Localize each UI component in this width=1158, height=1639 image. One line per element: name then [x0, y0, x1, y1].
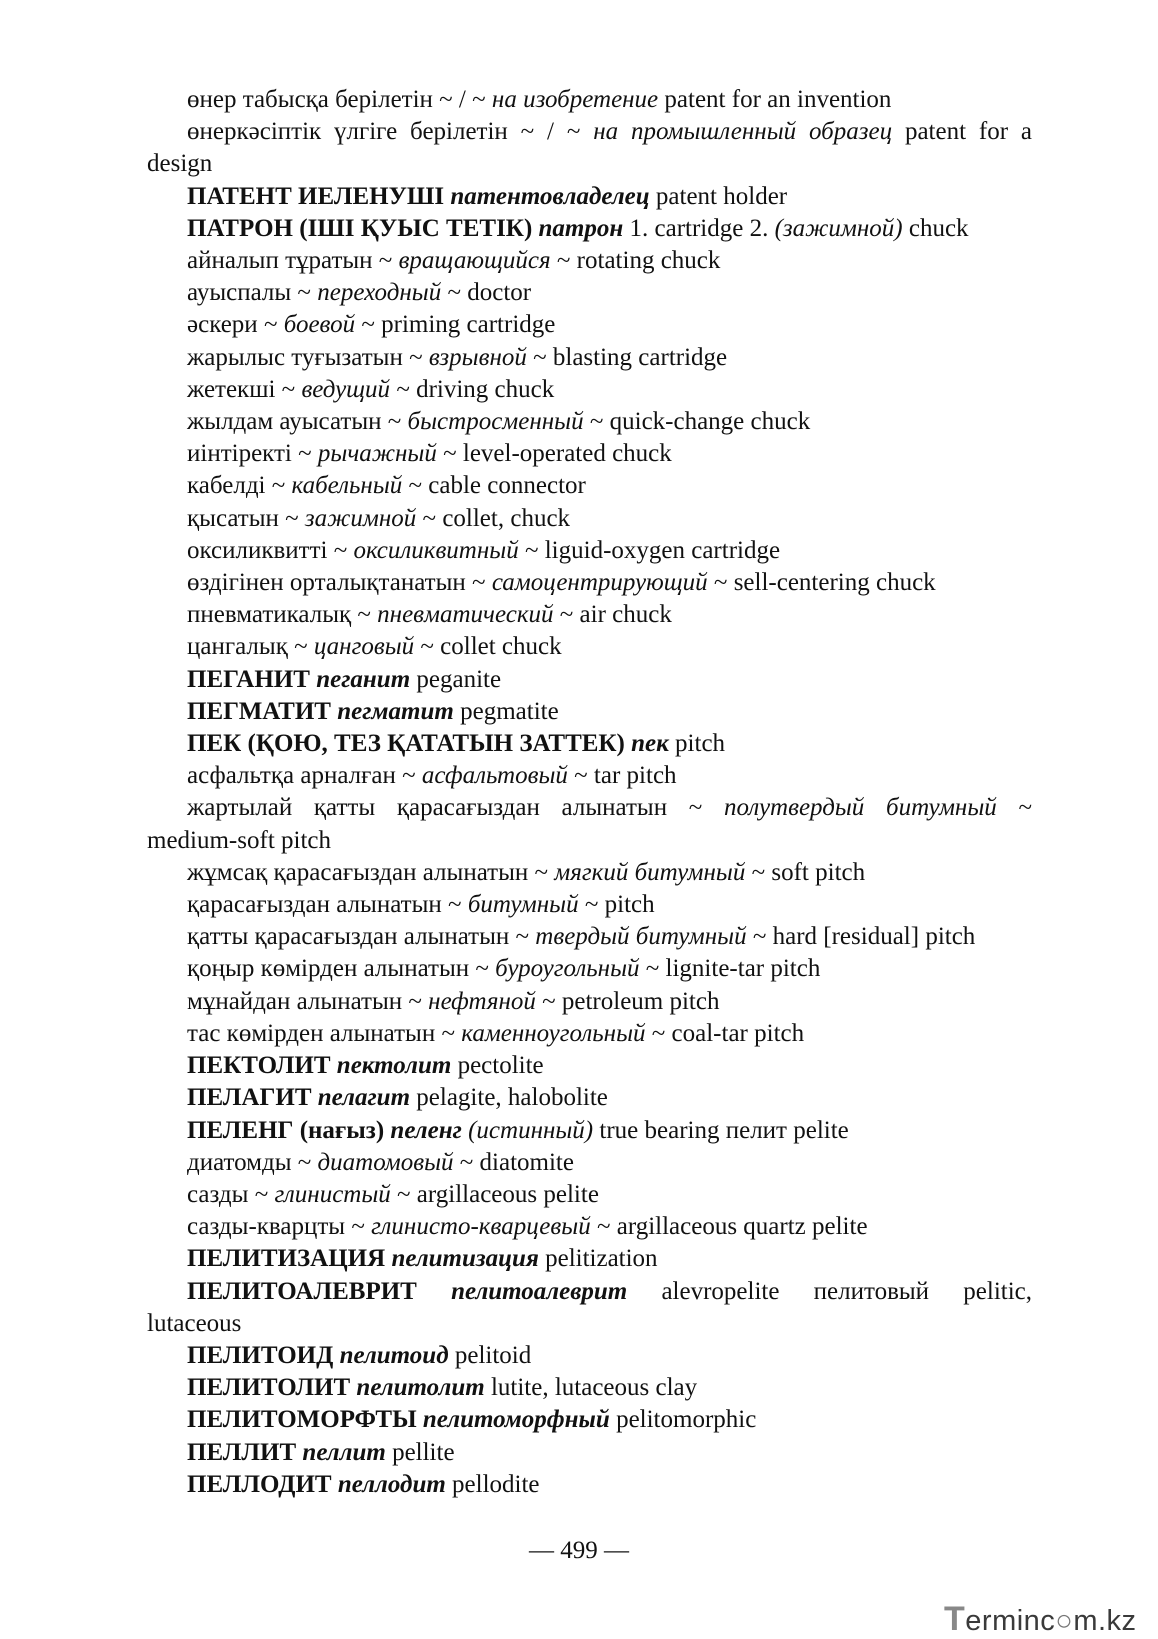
russian-term: (истинный)	[468, 1116, 594, 1144]
entry-line	[147, 1372, 1032, 1404]
entry-text: ~ pitch	[578, 891, 655, 919]
russian-term: глинисто-кварцевый	[371, 1213, 591, 1241]
russian-term: оксиликвитный	[353, 536, 519, 564]
entry-line	[147, 857, 1032, 889]
entry-text: қоңыр көмірден алынатын ~	[187, 955, 496, 983]
entry-text: қатты қарасағыздан алынатын ~	[187, 923, 536, 951]
entry-text: patent for an invention	[658, 86, 892, 113]
entry-text: айналып тұратын ~	[187, 247, 399, 275]
entry-line	[147, 599, 1032, 631]
entry-text: ~ soft pitch	[745, 858, 866, 886]
entry-line	[147, 1147, 1032, 1179]
entry-text: ~ air chuck	[553, 601, 672, 629]
russian-term: быстросменный	[407, 408, 584, 436]
entry-line	[147, 374, 1032, 406]
entry-line	[147, 889, 1032, 921]
entry-line	[147, 1243, 1032, 1275]
entry-text: lutaceous	[147, 1309, 242, 1337]
entry-line	[147, 116, 1032, 148]
entry-text: жарылыс туғызатын ~	[187, 343, 429, 371]
entry-line	[147, 1404, 1032, 1436]
russian-term: нефтяной	[428, 987, 536, 1015]
russian-term: твердый битумный	[535, 923, 747, 951]
entry-text: өнер табысқа берілетін ~ / ~	[187, 86, 492, 113]
headword: ПЕКТОЛИТ	[187, 1052, 337, 1080]
russian-term: рычажный	[317, 440, 437, 468]
entry-text: peganite	[410, 665, 502, 693]
entry-text: сазды-кварцты ~	[187, 1213, 372, 1241]
entry-line	[147, 309, 1032, 341]
entry-text: patent holder	[649, 182, 788, 210]
headword: ПЕЛЕНГ (нағыз)	[187, 1116, 391, 1144]
headword-russian: пеллит	[302, 1438, 386, 1466]
headword-russian: пек	[631, 730, 669, 758]
entry-line	[147, 470, 1032, 502]
entry-text: ~ cable connector	[402, 472, 586, 500]
russian-term: каменноугольный	[461, 1019, 646, 1047]
entry-text: patent for a	[892, 118, 1032, 146]
headword: ПЕГАНИТ	[187, 665, 317, 693]
russian-term: вращающийся	[398, 247, 551, 275]
entry-text: жетекші ~	[187, 375, 302, 403]
headword: ПЕЛИТОМОРФТЫ	[187, 1406, 423, 1434]
entry-line	[147, 1179, 1032, 1211]
russian-term: глинистый	[274, 1180, 391, 1208]
russian-term: мягкий битумный	[554, 858, 746, 886]
entry-text: ауыспалы ~	[187, 279, 318, 307]
entry-text: ~ petroleum pitch	[535, 987, 720, 1015]
headword: ПЕЛИТИЗАЦИЯ	[187, 1245, 392, 1273]
russian-term: (зажимной)	[774, 214, 903, 242]
entry-text: ~ rotating chuck	[550, 247, 721, 275]
entry-line	[147, 406, 1032, 438]
entry-text: ~ level-operated chuck	[436, 440, 672, 468]
russian-term: зажимной	[304, 504, 417, 532]
headword: ПЕЛЛИТ	[187, 1438, 303, 1466]
russian-term: полутвердый битумный	[724, 794, 997, 822]
entry-text: ~ collet chuck	[414, 633, 562, 661]
entry-text: ~ hard [residual] pitch	[746, 923, 976, 951]
entry-line	[147, 921, 1032, 953]
entry-line	[147, 1308, 1032, 1340]
entry-line	[147, 567, 1032, 599]
entry-text: pellodite	[445, 1470, 540, 1498]
entry-line	[147, 277, 1032, 309]
headword-russian: пегматит	[337, 697, 454, 725]
dictionary-entries	[147, 84, 1032, 1501]
entry-line	[147, 728, 1032, 760]
russian-term: буроугольный	[495, 955, 640, 983]
entry-text: ~ doctor	[441, 279, 532, 307]
entry-line	[147, 1340, 1032, 1372]
russian-term: битумный	[467, 891, 579, 919]
entry-text: alevropelite пелитовый pelitic,	[627, 1277, 1033, 1305]
entry-text: өздігінен орталықтанатын ~	[187, 569, 492, 597]
russian-term: асфальтовый	[421, 762, 568, 790]
entry-text: ~ argillaceous quartz pelite	[590, 1213, 868, 1241]
entry-text: chuck	[902, 214, 969, 242]
russian-term: пневматический	[377, 601, 554, 629]
entry-text: pitch	[668, 730, 726, 758]
entry-text: ~ liguid-oxygen cartridge	[518, 536, 781, 564]
entry-line	[147, 535, 1032, 567]
russian-term: самоцентрирующий	[491, 569, 708, 597]
entry-line	[147, 664, 1032, 696]
entry-text: ~ coal-tar pitch	[645, 1019, 805, 1047]
entry-text: оксиликвитті ~	[187, 536, 354, 564]
entry-text: ~ driving chuck	[390, 375, 555, 403]
entry-line	[147, 1437, 1032, 1469]
entry-text: өнеркәсіптік үлгіге берілетін ~ / ~	[187, 118, 594, 146]
entry-text: pelitomorphic	[609, 1406, 757, 1434]
entry-line	[147, 696, 1032, 728]
russian-term: переходный	[317, 279, 442, 307]
entry-text: цангалық ~	[187, 633, 314, 661]
entry-line	[147, 760, 1032, 792]
headword-russian: пеленг	[390, 1116, 462, 1144]
logo-text-3: m.kz	[1073, 1605, 1137, 1637]
entry-text: қысатын ~	[187, 504, 305, 532]
entry-text: мұнайдан алынатын ~	[187, 987, 429, 1015]
entry-line	[147, 1050, 1032, 1082]
entry-text: ~ sell-centering chuck	[707, 569, 936, 597]
entry-line	[147, 792, 1032, 824]
russian-term: диатомовый	[317, 1148, 454, 1176]
russian-term: боевой	[283, 311, 356, 339]
entry-line	[147, 1115, 1032, 1147]
logo-letter: T	[944, 1600, 966, 1638]
headword-russian: пелагит	[317, 1084, 411, 1112]
entry-text: pegmatite	[453, 697, 559, 725]
entry-line	[147, 986, 1032, 1018]
entry-text: ~ quick-change chuck	[583, 408, 811, 436]
entry-text: pelagite, halobolite	[410, 1084, 608, 1112]
headword: ПЕЛИТОАЛЕВРИТ	[187, 1277, 452, 1305]
entry-text: ~	[996, 794, 1032, 822]
headword: ПЕК (ҚОЮ, ТЕЗ ҚАТАТЫН ЗАТТЕК)	[187, 730, 632, 758]
headword-russian: пектолит	[336, 1052, 452, 1080]
entry-text: сазды ~	[187, 1180, 275, 1208]
russian-term: цанговый	[313, 633, 415, 661]
entry-text: ~ tar pitch	[567, 762, 677, 790]
entry-text: design	[147, 150, 213, 178]
entry-text: 1. cartridge 2.	[623, 214, 775, 242]
headword-russian: патентовладелец	[450, 182, 650, 210]
entry-text: жартылай қатты қарасағыздан алынатын ~	[187, 794, 724, 822]
headword: ПАТЕНТ ИЕЛЕНУШІ	[187, 182, 451, 210]
entry-text: true bearing пелит pelite	[593, 1116, 849, 1144]
entry-text: pelitoid	[448, 1341, 532, 1369]
entry-text: pectolite	[451, 1052, 544, 1080]
headword-russian: пелитоалеврит	[451, 1277, 628, 1305]
entry-text: асфальтқа арналған ~	[187, 762, 422, 790]
headword-russian: патрон	[538, 214, 624, 242]
headword: ПЕЛИТОЛИТ	[187, 1374, 357, 1402]
entry-text: тас көмірден алынатын ~	[187, 1019, 462, 1047]
entry-text: ~ priming cartridge	[355, 311, 556, 339]
logo-text-2: c	[1040, 1605, 1056, 1637]
entry-line	[147, 342, 1032, 374]
headword: ПЕЛЛОДИТ	[187, 1470, 338, 1498]
headword-russian: пелитоморфный	[422, 1406, 610, 1434]
entry-line	[147, 1082, 1032, 1114]
page-number: — 499 —	[529, 1537, 629, 1564]
entry-line	[147, 213, 1032, 245]
headword-russian: пеллодит	[337, 1470, 446, 1498]
entry-line	[147, 1018, 1032, 1050]
entry-text: ~ argillaceous pelite	[390, 1180, 599, 1208]
headword: ПЕЛИТОИД	[187, 1341, 340, 1369]
entry-line	[147, 181, 1032, 213]
entry-line	[147, 825, 1032, 857]
entry-text: ~ collet, chuck	[416, 504, 571, 532]
entry-text: пневматикалық ~	[187, 601, 378, 629]
entry-text: medium-soft pitch	[147, 826, 331, 854]
russian-term: кабельный	[291, 472, 403, 500]
entry-text: lutite, lutaceous clay	[484, 1374, 698, 1402]
entry-text: ~ blasting cartridge	[526, 343, 728, 371]
headword-russian: пеганит	[316, 665, 411, 693]
entry-text: жұмсақ қарасағыздан алынатын ~	[187, 858, 555, 886]
entry-line	[147, 438, 1032, 470]
russian-term: взрывной	[428, 343, 527, 371]
entry-text: ~ lignite-tar pitch	[639, 955, 821, 983]
logo-text-1: ermin	[965, 1605, 1041, 1637]
entry-text: pellite	[385, 1438, 455, 1466]
entry-text: әскери ~	[187, 311, 284, 339]
entry-text: қарасағыздан алынатын ~	[187, 891, 468, 919]
headword-russian: пелитолит	[356, 1374, 485, 1402]
entry-text: диатомды ~	[187, 1148, 318, 1176]
entry-line	[147, 245, 1032, 277]
entry-line	[147, 1211, 1032, 1243]
headword: ПАТРОН (ІШІ ҚУЫС ТЕТІК)	[187, 214, 539, 242]
entry-text: иінтіректі ~	[187, 440, 318, 468]
russian-term: ведущий	[301, 375, 391, 403]
logo-o: ○	[1055, 1605, 1074, 1637]
entry-text: жылдам ауысатын ~	[187, 408, 408, 436]
entry-line	[147, 503, 1032, 535]
russian-term: на промышленный образец	[593, 118, 893, 146]
entry-text: ~ diatomite	[453, 1148, 574, 1176]
entry-line	[147, 148, 1032, 180]
headword-russian: пелитоид	[339, 1341, 449, 1369]
entry-line	[147, 1469, 1032, 1501]
headword: ПЕГМАТИТ	[187, 697, 338, 725]
entry-text: pelitization	[538, 1245, 658, 1273]
entry-text: кабелді ~	[187, 472, 292, 500]
entry-line	[147, 953, 1032, 985]
termincom-logo	[944, 1600, 1137, 1639]
entry-line	[147, 631, 1032, 663]
headword: ПЕЛАГИТ	[187, 1084, 318, 1112]
entry-line	[147, 1276, 1032, 1308]
entry-line	[147, 84, 1032, 116]
headword-russian: пелитизация	[391, 1245, 539, 1273]
russian-term: на изобретение	[491, 86, 659, 113]
